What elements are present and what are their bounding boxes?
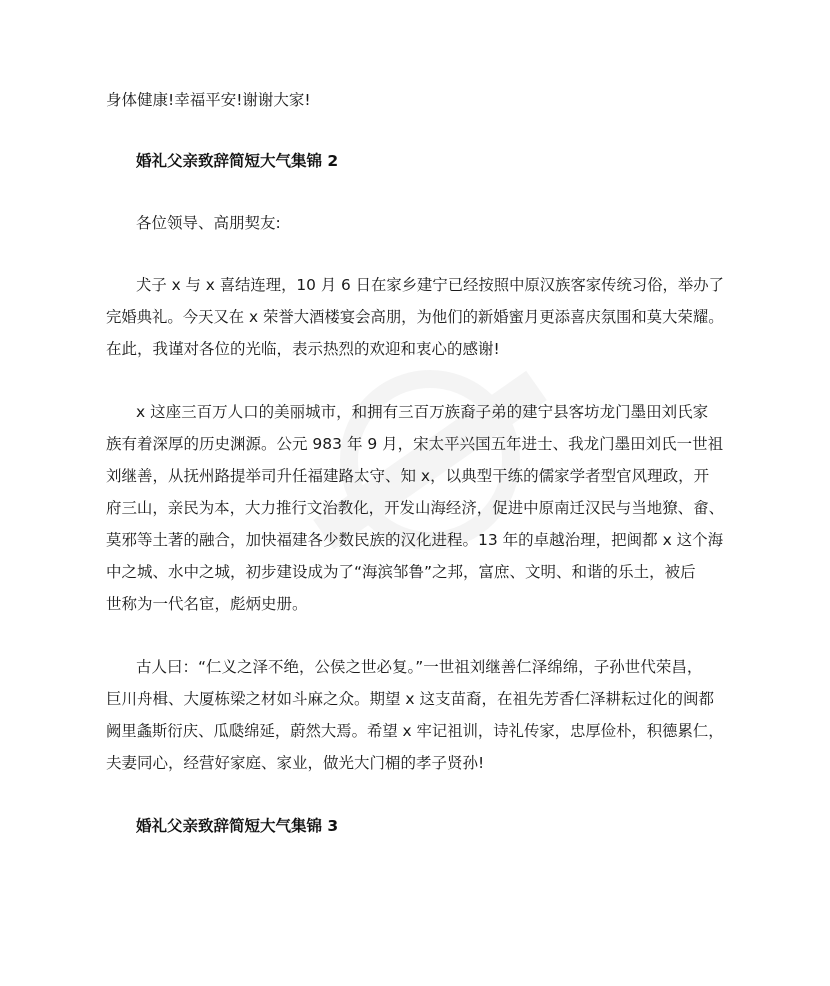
paragraph-2-line-7: 世称为一代名宦，彪炳史册。 [106,595,308,613]
paragraph-2-line-1: x 这座三百万人口的美丽城市，和拥有三百万族裔子弟的建宁县客坊龙门墨田刘氏家 [136,403,709,421]
paragraph-3-line-4: 夫妻同心，经营好家庭、家业，做光大门楣的孝子贤孙! [106,754,485,772]
paragraph-2-line-4: 府三山，亲民为本，大力推行文治教化，开发山海经济，促进中原南迁汉民与当地獠、畲、 [106,499,725,517]
paragraph-3-line-1: 古人曰：“仁义之泽不绝，公侯之世必复。”一世祖刘继善仁泽绵绵，子孙世代荣昌， [136,658,703,676]
paragraph-2-line-5: 莫邪等土著的融合，加快福建各少数民族的汉化进程。13 年的卓越治理，把闽都 x 这个海 [106,531,724,549]
paragraph-2-line-6: 中之城、水中之城，初步建设成为了“海滨邹鲁”之邦，富庶、文明、和谐的乐土，被后 [106,563,696,581]
watermark-icon [249,279,611,641]
paragraph-3-line-2: 巨川舟楫、大厦栋梁之材如斗麻之众。期望 x 这支苗裔，在祖先芳香仁泽耕耘过化的闽都 [106,690,715,708]
section-heading-2: 婚礼父亲致辞简短大气集锦 2 [136,152,339,170]
paragraph-1-line-1: 犬子 x 与 x 喜结连理，10 月 6 日在家乡建宁已经按照中原汉族客家传统习俗，举办了 [136,276,724,294]
paragraph-2-line-2: 族有着深厚的历史渊源。公元 983 年 9 月，宋太平兴国五年进士、我龙门墨田刘氏一世祖 [106,435,724,453]
salutation: 各位领导、高朋契友: [136,214,281,232]
closing-line: 身体健康!幸福平安!谢谢大家! [106,91,311,109]
paragraph-2-line-3: 刘继善，从抚州路提举司升任福建路太守、知 x，以典型干练的儒家学者型官风理政，开 [106,467,710,485]
paragraph-1-line-2: 完婚典礼。今天又在 x 荣誉大酒楼宴会高朋，为他们的新婚蜜月更添喜庆氛围和莫大荣耀。 [106,308,724,326]
paragraph-3-line-3: 阙里螽斯衍庆、瓜瓞绵延，蔚然大焉。希望 x 牢记祖训，诗礼传家，忠厚俭朴，积德累仁， [106,722,724,740]
section-heading-3: 婚礼父亲致辞简短大气集锦 3 [136,817,339,835]
paragraph-1-line-3: 在此，我谨对各位的光临，表示热烈的欢迎和衷心的感谢! [106,340,500,358]
